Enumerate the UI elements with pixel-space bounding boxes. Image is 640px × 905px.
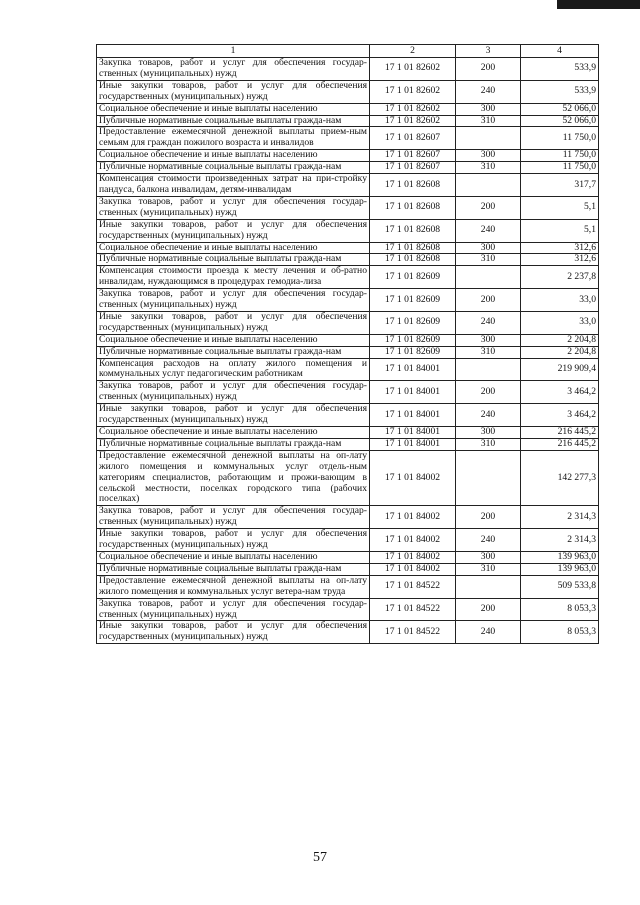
cell-name: Иные закупки товаров, работ и услуг для обеспечения государственных (муниципальных) нужд xyxy=(97,621,370,644)
table-row xyxy=(97,563,599,575)
cell-name: Иные закупки товаров, работ и услуг для обеспечения государственных (муниципальных) нужд xyxy=(97,404,370,427)
table-row xyxy=(97,242,599,254)
header-col-code: 2 xyxy=(370,45,456,58)
cell-vr: 200 xyxy=(456,506,521,529)
cell-name: Предоставление ежемесячной денежной выплаты прием-ным семьям для граждан пожилого возраста и инвалидов xyxy=(97,127,370,150)
cell-name: Иные закупки товаров, работ и услуг для обеспечения государственных (муниципальных) нужд xyxy=(97,219,370,242)
cell-code: 17 1 01 82609 xyxy=(370,266,456,289)
cell-sum: 312,6 xyxy=(521,254,599,266)
cell-code: 17 1 01 82609 xyxy=(370,311,456,334)
cell-sum: 8 053,3 xyxy=(521,598,599,621)
cell-name: Компенсация расходов на оплату жилого помещения и коммунальных услуг педагогическим работникам xyxy=(97,358,370,381)
cell-code: 17 1 01 82608 xyxy=(370,174,456,197)
cell-sum: 33,0 xyxy=(521,289,599,312)
table-row xyxy=(97,58,599,81)
cell-vr: 300 xyxy=(456,242,521,254)
cell-sum: 2 204,8 xyxy=(521,346,599,358)
cell-vr: 200 xyxy=(456,381,521,404)
table-row xyxy=(97,334,599,346)
cell-name: Закупка товаров, работ и услуг для обеспечения государ-ственных (муниципальных) нужд xyxy=(97,196,370,219)
cell-code: 17 1 01 82602 xyxy=(370,58,456,81)
cell-sum: 52 066,0 xyxy=(521,103,599,115)
cell-code: 17 1 01 84522 xyxy=(370,575,456,598)
cell-name: Иные закупки товаров, работ и услуг для обеспечения государственных (муниципальных) нужд xyxy=(97,529,370,552)
cell-sum: 8 053,3 xyxy=(521,621,599,644)
cell-sum: 2 204,8 xyxy=(521,334,599,346)
cell-sum: 52 066,0 xyxy=(521,115,599,127)
cell-code: 17 1 01 84002 xyxy=(370,563,456,575)
cell-name: Компенсация стоимости произведенных затрат на при-стройку пандуса, балкона инвалидам, детям-инвалидам xyxy=(97,174,370,197)
cell-name: Закупка товаров, работ и услуг для обеспечения государ-ственных (муниципальных) нужд xyxy=(97,381,370,404)
cell-name: Публичные нормативные социальные выплаты гражда-нам xyxy=(97,563,370,575)
cell-vr: 240 xyxy=(456,219,521,242)
table-row xyxy=(97,427,599,439)
cell-sum: 11 750,0 xyxy=(521,127,599,150)
cell-name: Публичные нормативные социальные выплаты гражда-нам xyxy=(97,115,370,127)
cell-vr: 310 xyxy=(456,115,521,127)
cell-name: Предоставление ежемесячной денежной выплаты на оп-лату жилого помещения и коммунальных услуг ветера-нам труда xyxy=(97,575,370,598)
cell-code: 17 1 01 84522 xyxy=(370,621,456,644)
cell-name: Закупка товаров, работ и услуг для обеспечения государ-ственных (муниципальных) нужд xyxy=(97,289,370,312)
cell-name: Компенсация стоимости проезда к месту лечения и об-ратно инвалидам, нуждающимся в процедурах гемодиа-лиза xyxy=(97,266,370,289)
cell-vr xyxy=(456,266,521,289)
cell-sum: 216 445,2 xyxy=(521,427,599,439)
table-row xyxy=(97,598,599,621)
cell-sum: 139 963,0 xyxy=(521,551,599,563)
table-row xyxy=(97,621,599,644)
cell-vr: 310 xyxy=(456,162,521,174)
cell-code: 17 1 01 82602 xyxy=(370,80,456,103)
table-row xyxy=(97,551,599,563)
table-row xyxy=(97,254,599,266)
table-row xyxy=(97,162,599,174)
cell-code: 17 1 01 82609 xyxy=(370,334,456,346)
table-row xyxy=(97,127,599,150)
cell-code: 17 1 01 84002 xyxy=(370,529,456,552)
table-row xyxy=(97,103,599,115)
page-number: 57 xyxy=(313,850,327,865)
cell-vr: 300 xyxy=(456,551,521,563)
cell-sum: 533,9 xyxy=(521,58,599,81)
header-col-name: 1 xyxy=(97,45,370,58)
table-row xyxy=(97,266,599,289)
table-body xyxy=(97,58,599,644)
cell-vr: 200 xyxy=(456,598,521,621)
cell-code: 17 1 01 84001 xyxy=(370,358,456,381)
cell-vr: 240 xyxy=(456,80,521,103)
cell-vr: 240 xyxy=(456,404,521,427)
cell-code: 17 1 01 84001 xyxy=(370,404,456,427)
cell-name: Публичные нормативные социальные выплаты гражда-нам xyxy=(97,346,370,358)
cell-code: 17 1 01 82608 xyxy=(370,196,456,219)
cell-code: 17 1 01 84522 xyxy=(370,598,456,621)
cell-code: 17 1 01 82607 xyxy=(370,150,456,162)
cell-code: 17 1 01 84001 xyxy=(370,381,456,404)
cell-code: 17 1 01 82609 xyxy=(370,289,456,312)
table-row xyxy=(97,438,599,450)
table-row xyxy=(97,219,599,242)
cell-sum: 5,1 xyxy=(521,219,599,242)
cell-vr: 200 xyxy=(456,58,521,81)
cell-code: 17 1 01 82608 xyxy=(370,219,456,242)
cell-sum: 317,7 xyxy=(521,174,599,197)
cell-sum: 3 464,2 xyxy=(521,404,599,427)
cell-code: 17 1 01 82602 xyxy=(370,103,456,115)
table-row xyxy=(97,575,599,598)
table-row xyxy=(97,506,599,529)
cell-sum: 5,1 xyxy=(521,196,599,219)
cell-name: Иные закупки товаров, работ и услуг для обеспечения государственных (муниципальных) нужд xyxy=(97,80,370,103)
budget-table xyxy=(96,44,599,644)
cell-sum: 33,0 xyxy=(521,311,599,334)
table-row xyxy=(97,381,599,404)
cell-code: 17 1 01 84001 xyxy=(370,438,456,450)
cell-vr: 310 xyxy=(456,254,521,266)
header-row xyxy=(97,45,599,58)
cell-vr: 310 xyxy=(456,346,521,358)
table-row xyxy=(97,346,599,358)
cell-name: Публичные нормативные социальные выплаты гражда-нам xyxy=(97,254,370,266)
table-row xyxy=(97,450,599,506)
cell-code: 17 1 01 84002 xyxy=(370,551,456,563)
cell-vr: 240 xyxy=(456,311,521,334)
table-row xyxy=(97,529,599,552)
scan-edge-mark xyxy=(557,0,640,9)
cell-vr xyxy=(456,174,521,197)
cell-name: Социальное обеспечение и иные выплаты населению xyxy=(97,334,370,346)
cell-sum: 142 277,3 xyxy=(521,450,599,506)
cell-name: Социальное обеспечение и иные выплаты населению xyxy=(97,427,370,439)
cell-sum: 2 314,3 xyxy=(521,506,599,529)
cell-name: Социальное обеспечение и иные выплаты населению xyxy=(97,150,370,162)
header-col-vr: 3 xyxy=(456,45,521,58)
cell-vr xyxy=(456,575,521,598)
cell-name: Закупка товаров, работ и услуг для обеспечения государ-ственных (муниципальных) нужд xyxy=(97,506,370,529)
cell-vr xyxy=(456,127,521,150)
cell-name: Закупка товаров, работ и услуг для обеспечения государ-ственных (муниципальных) нужд xyxy=(97,58,370,81)
cell-vr: 300 xyxy=(456,334,521,346)
cell-code: 17 1 01 82608 xyxy=(370,254,456,266)
cell-name: Иные закупки товаров, работ и услуг для обеспечения государственных (муниципальных) нужд xyxy=(97,311,370,334)
table-row xyxy=(97,289,599,312)
cell-code: 17 1 01 84002 xyxy=(370,506,456,529)
table-row xyxy=(97,80,599,103)
cell-sum: 533,9 xyxy=(521,80,599,103)
cell-code: 17 1 01 84001 xyxy=(370,427,456,439)
table-row xyxy=(97,115,599,127)
cell-vr: 240 xyxy=(456,529,521,552)
header-col-sum: 4 xyxy=(521,45,599,58)
cell-name: Публичные нормативные социальные выплаты гражда-нам xyxy=(97,438,370,450)
cell-code: 17 1 01 82602 xyxy=(370,115,456,127)
cell-name: Закупка товаров, работ и услуг для обеспечения государ-ственных (муниципальных) нужд xyxy=(97,598,370,621)
cell-vr: 310 xyxy=(456,438,521,450)
cell-sum: 216 445,2 xyxy=(521,438,599,450)
cell-name: Социальное обеспечение и иные выплаты населению xyxy=(97,103,370,115)
cell-name: Социальное обеспечение и иные выплаты населению xyxy=(97,242,370,254)
table-row xyxy=(97,311,599,334)
cell-vr: 240 xyxy=(456,621,521,644)
cell-vr xyxy=(456,358,521,381)
cell-sum: 11 750,0 xyxy=(521,162,599,174)
cell-vr: 300 xyxy=(456,103,521,115)
cell-code: 17 1 01 84002 xyxy=(370,450,456,506)
cell-vr: 310 xyxy=(456,563,521,575)
cell-code: 17 1 01 82607 xyxy=(370,127,456,150)
cell-sum: 219 909,4 xyxy=(521,358,599,381)
cell-name: Публичные нормативные социальные выплаты гражда-нам xyxy=(97,162,370,174)
table-row xyxy=(97,404,599,427)
cell-code: 17 1 01 82609 xyxy=(370,346,456,358)
cell-code: 17 1 01 82608 xyxy=(370,242,456,254)
cell-sum: 2 314,3 xyxy=(521,529,599,552)
table-row xyxy=(97,196,599,219)
cell-name: Социальное обеспечение и иные выплаты населению xyxy=(97,551,370,563)
cell-name: Предоставление ежемесячной денежной выплаты на оп-лату жилого помещения и коммунальных услуг отдель-ным категориям специалистов, работающим и прожи-вающим в сельской местности, поселках городского типа (рабочих поселках) xyxy=(97,450,370,506)
cell-code: 17 1 01 82607 xyxy=(370,162,456,174)
cell-sum: 312,6 xyxy=(521,242,599,254)
table-row xyxy=(97,150,599,162)
table-row xyxy=(97,174,599,197)
table-header xyxy=(97,45,599,58)
cell-sum: 2 237,8 xyxy=(521,266,599,289)
cell-sum: 3 464,2 xyxy=(521,381,599,404)
cell-vr xyxy=(456,450,521,506)
cell-vr: 300 xyxy=(456,150,521,162)
cell-vr: 200 xyxy=(456,196,521,219)
cell-vr: 200 xyxy=(456,289,521,312)
cell-sum: 509 533,8 xyxy=(521,575,599,598)
cell-sum: 11 750,0 xyxy=(521,150,599,162)
cell-sum: 139 963,0 xyxy=(521,563,599,575)
table-row xyxy=(97,358,599,381)
cell-vr: 300 xyxy=(456,427,521,439)
